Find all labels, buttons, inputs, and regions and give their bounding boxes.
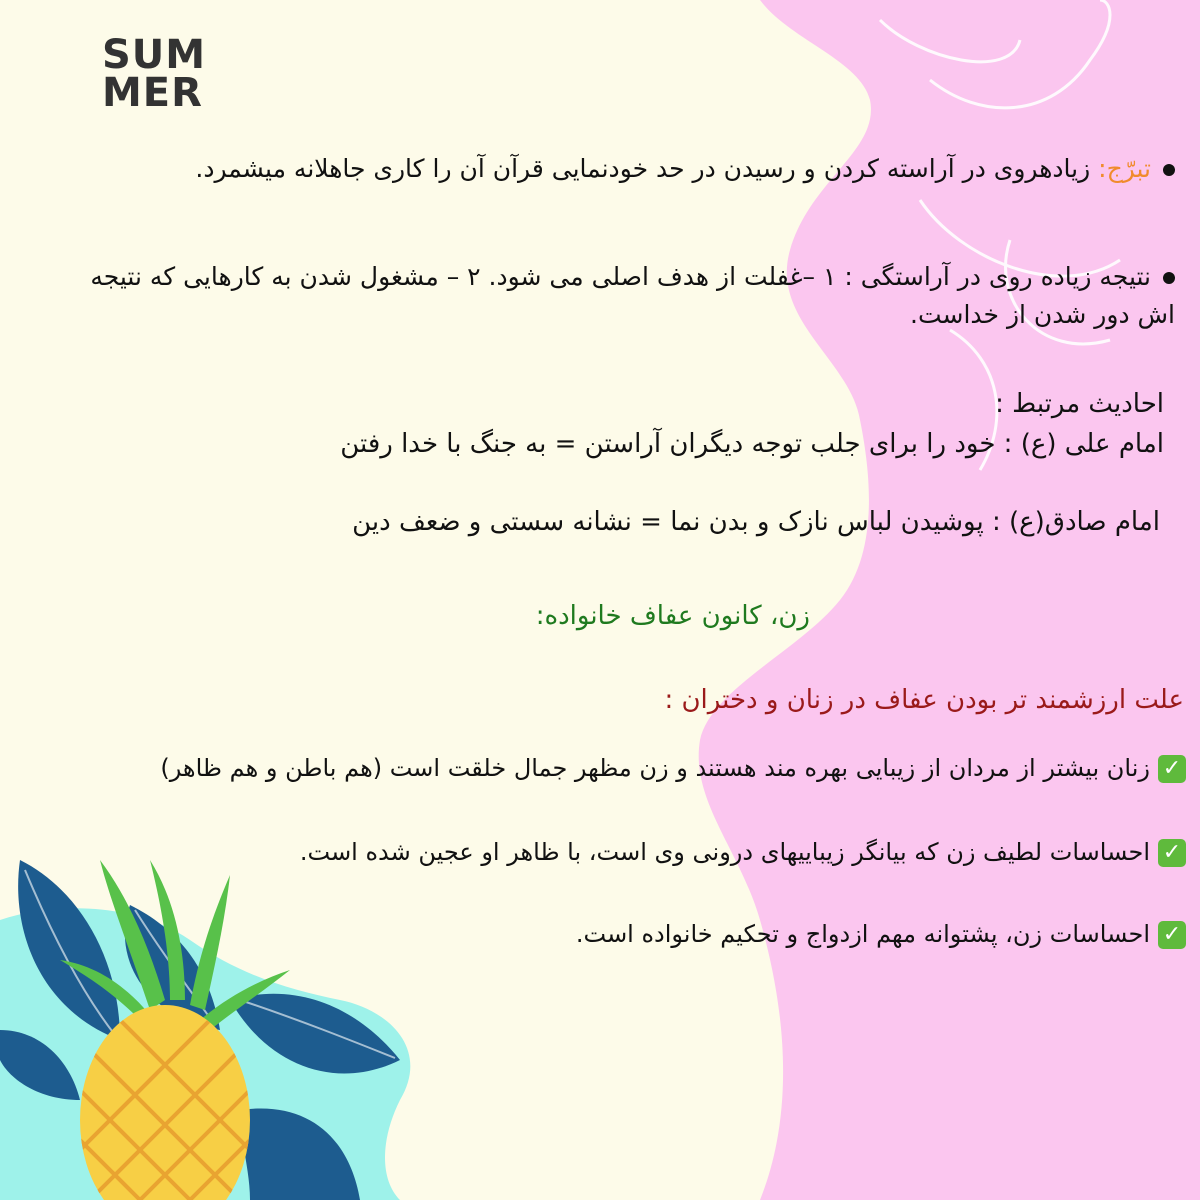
hadith-imam-sadiq: امام صادق(ع) : پوشیدن لباس نازک و بدن نما = نشانه سستی و ضعف دین [352, 507, 1160, 537]
check-item-text: احساسات لطیف زن که بیانگر زیباییهای درونی وی است، با ظاهر او عجین شده است. [299, 838, 1150, 866]
result-text: نتیجه زیاده روی در آراستگی : ۱ –غفلت از هدف اصلی می شود. ۲ – مشغول شدن به کارهایی که نتیجه اش دور شدن از خداست. [90, 262, 1175, 329]
check-item-text: احساسات زن، پشتوانه مهم ازدواج و تحکیم خانواده است. [575, 920, 1150, 948]
check-item-1 [16, 748, 1186, 788]
logo-line-2: MER [102, 70, 203, 116]
check-item-3 [16, 914, 1186, 954]
hadith-heading: احادیث مرتبط : [995, 389, 1164, 419]
hadith-imam-ali: امام علی (ع) : خود را برای جلب توجه دیگران آراستن = به جنگ با خدا رفتن [340, 429, 1164, 459]
reason-title: علت ارزشمند تر بودن عفاف در زنان و دختران : [664, 685, 1184, 715]
checkmark-icon: ✓ [1158, 921, 1186, 949]
tabarruj-definition: زیادهروی در آراسته کردن و رسیدن در حد خودنمایی قرآن آن را کاری جاهلانه میشمرد. [195, 154, 1099, 183]
tabarruj-term: تبرّج: [1098, 154, 1151, 183]
bullet-result [50, 258, 1175, 334]
logo-line-1: SUM [102, 32, 207, 78]
bullet-dot [1163, 164, 1175, 176]
summer-logo [102, 32, 207, 116]
bullet-tabarruj [50, 150, 1175, 188]
check-item-text: زنان بیشتر از مردان از زیبایی بهره مند هستند و زن مظهر جمال خلقت است (هم باطن و هم ظاهر) [160, 754, 1150, 782]
checkmark-icon: ✓ [1158, 839, 1186, 867]
bullet-dot [1163, 272, 1175, 284]
check-item-2 [16, 832, 1186, 872]
section-title: زن، کانون عفاف خانواده: [535, 601, 810, 631]
checkmark-icon: ✓ [1158, 755, 1186, 783]
